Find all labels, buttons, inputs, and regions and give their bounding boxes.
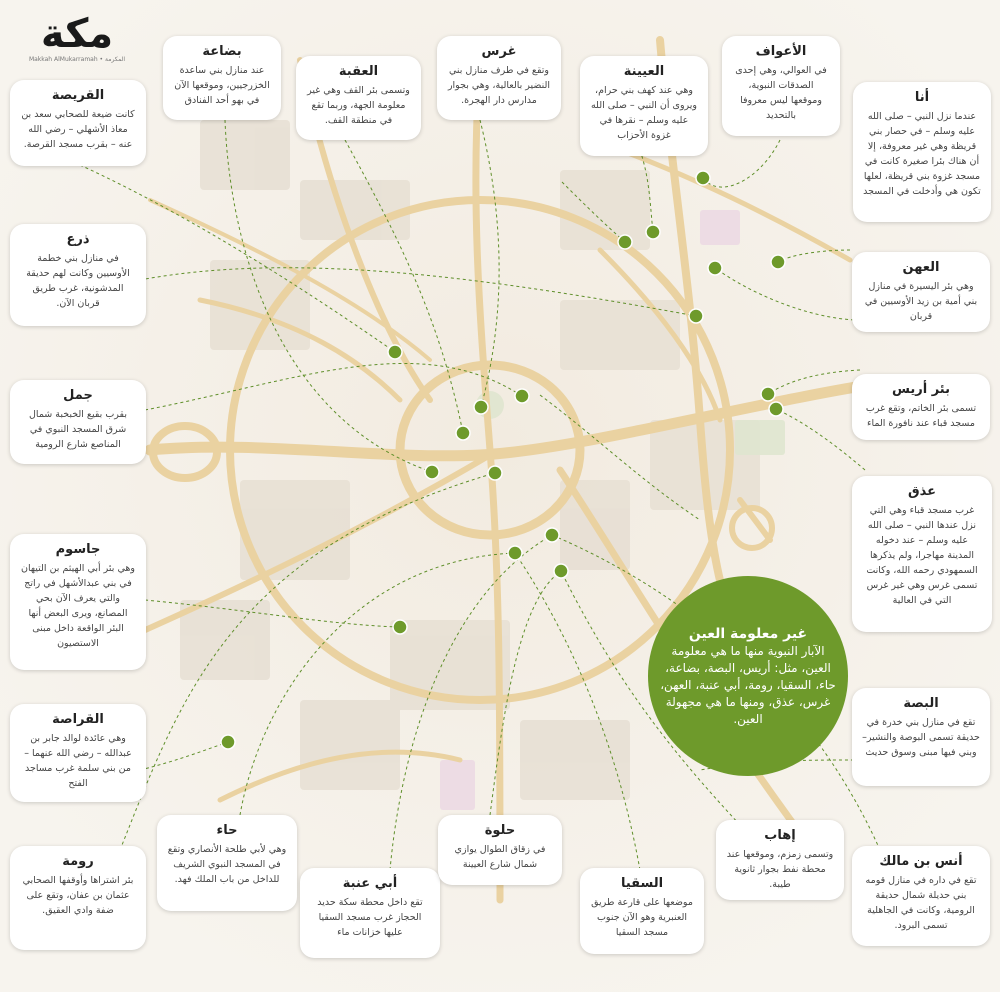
card-text: وهي بئر أبي الهيثم بن التيهان في بني عبدالأشهل في راتج والتي يعرف الآن بحي المصانع، ويرى البعض أنها البئر الواقعة داخل مبنى الاستصيون <box>21 563 135 649</box>
card-ruma <box>10 846 146 950</box>
card-ihab <box>716 820 844 900</box>
legend-title: غير معلومة العين <box>688 625 808 642</box>
card-qurays <box>10 80 146 166</box>
well-marker <box>393 620 407 634</box>
makkah-logo <box>22 12 132 72</box>
card-title: جمل <box>63 388 93 403</box>
card-text: غرب مسجد قباء وهي التي نزل عندها النبي – صلى الله عليه وسلم – عند دخوله المدينة مهاجرا، ولم يذكرها السمهودي رحمه الله، وكانت تسمى غرس وهي غير غرس التي في العالية <box>866 505 978 606</box>
card-abianaba <box>300 868 440 958</box>
card-title: القريصة <box>51 88 105 103</box>
card-title: العهن <box>902 260 940 275</box>
card-title: السقيا <box>620 876 664 891</box>
card-title: غرس <box>481 44 517 59</box>
card-title: حلوة <box>484 823 516 838</box>
card-text: وهي لأبي طلحة الأنصاري وتقع في المسجد النبوي الشريف للداخل من باب الملك فهد. <box>167 844 287 885</box>
card-adhq <box>852 476 992 632</box>
logo-mark: مكة <box>40 11 114 57</box>
card-title: العيينة <box>623 64 665 79</box>
card-aqaba <box>296 56 421 140</box>
card-title: إهاب <box>764 828 796 843</box>
card-title: القراصة <box>52 712 104 727</box>
card-text: وهي عائدة لوالد جابر بن عبدالله – رضي الله عنهما – من بني سلمة غرب مساجد الفتح <box>24 733 132 789</box>
well-marker <box>456 426 470 440</box>
card-qurasa <box>10 704 146 802</box>
well-marker <box>221 735 235 749</box>
well-marker <box>761 387 775 401</box>
card-title: ذرع <box>66 232 90 247</box>
well-marker <box>708 261 722 275</box>
card-text: موضعها على قارعة طريق العنبرية وهو الآن جنوب مسجد السقيا <box>591 897 693 938</box>
card-suqya <box>580 868 704 954</box>
card-text: عند منازل بني ساعدة الخزرجيين، وموقعها الآن في بهو أحد الفنادق <box>174 65 270 106</box>
card-text: كانت ضيعة للصحابي سعد بن معاذ الأشهلي – رضي الله عنه – بقرب مسجد القرصة. <box>21 109 135 150</box>
card-title: أنس بن مالك <box>879 854 963 869</box>
card-title: العقبة <box>338 64 379 79</box>
card-title: بئر أريس <box>892 382 950 397</box>
card-text: تقع داخل محطة سكة حديد الحجاز غرب مسجد السقيا عليها خزانات ماء <box>317 897 423 938</box>
card-text: في العوالي، وهي إحدى الصدقات النبوية، وموقعها ليس معروفا بالتحديد <box>735 65 827 121</box>
logo-subtitle: Makkah AlMukarramah • المكرمة <box>28 56 126 63</box>
well-marker <box>474 400 488 414</box>
card-text: تقع في منازل بني خدرة في حديقة تسمى البوصة والنشير–وبني فيها مبنى وسوق حديث <box>862 717 980 758</box>
well-marker <box>618 235 632 249</box>
well-marker <box>689 309 703 323</box>
card-hulwa <box>438 815 562 885</box>
card-text: وهي بئر اليسيرة في منازل بني أمية بن زيد الأوسيين في قربان <box>864 281 978 322</box>
well-marker <box>554 564 568 578</box>
card-title: أبي عنبة <box>342 876 398 891</box>
card-text: عندما نزل النبي – صلى الله عليه وسلم – في حصار بني قريظة وهي غير معروفة، إلا أن هناك بئرا صغيرة كانت في مسجد غزوة بني قريظة، لعلها تكون هي وأدخلت في المسجد <box>863 111 981 197</box>
card-title: الأعواف <box>755 44 807 59</box>
card-text: بئر اشتراها وأوقفها الصحابي عثمان بن عفان، وتقع على ضفة وادي العقيق. <box>22 875 134 916</box>
card-text: بقرب بقيع الخبخبة شمال شرق المسجد النبوي في المناصع شارع الرومية <box>29 409 127 450</box>
card-ihn <box>852 252 990 332</box>
card-title: بضاعة <box>202 44 242 59</box>
well-marker <box>425 465 439 479</box>
card-text: تسمى بئر الخاتم، وتقع غرب مسجد قباء عند نافورة الماء <box>865 403 977 429</box>
well-marker <box>488 466 502 480</box>
card-ana <box>853 82 991 222</box>
card-title: عذق <box>907 484 936 499</box>
well-marker <box>515 389 529 403</box>
card-budaa <box>163 36 281 120</box>
card-title: أنا <box>914 90 930 105</box>
card-text: وتسمى بئر القف وهي غير معلومة الجهة، وربما تقع في منطقة القف. <box>307 85 410 126</box>
card-jamal <box>10 380 146 464</box>
card-arees <box>852 374 990 440</box>
card-awaf <box>722 36 840 136</box>
card-title: رومة <box>62 854 94 869</box>
well-marker <box>508 546 522 560</box>
well-marker <box>646 225 660 239</box>
card-jasum <box>10 534 146 670</box>
card-uyayna <box>580 56 708 156</box>
card-title: حاء <box>216 823 238 838</box>
card-text: في منازل بني خطمة الأوسيين وكانت لهم حديقة المدشونية، غرب طريق قربان الآن. <box>26 253 130 309</box>
well-marker <box>769 402 783 416</box>
card-text: تقع في داره في منازل قومه بني حديلة شمال حديقة الرومية، وكانت في الجاهلية تسمى البرود. <box>865 875 977 931</box>
well-marker <box>696 171 710 185</box>
card-anas <box>852 846 990 946</box>
well-marker <box>388 345 402 359</box>
card-text: وتقع في طرف منازل بني النضير بالعالية، وهي بجوار مدارس دار الهجرة. <box>447 65 551 106</box>
legend-circle <box>648 576 848 776</box>
card-dhara <box>10 224 146 326</box>
card-text: وهي عند كهف بني حرام، ويروى أن النبي – صلى الله عليه وسلم – نقرها في غزوة الأحزاب <box>590 85 698 141</box>
card-text: في زقاق الطوال يوازي شمال شارع العيينة <box>454 844 546 870</box>
well-marker <box>545 528 559 542</box>
card-ghars <box>437 36 561 120</box>
card-text: وتسمى زمزم، وموقعها عند محطة نفط بجوار ثانوية طيبة. <box>726 849 834 890</box>
card-title: جاسوم <box>55 542 101 557</box>
well-marker <box>771 255 785 269</box>
card-busa <box>852 688 990 786</box>
card-haa <box>157 815 297 911</box>
legend-text: الآبار النبوية منها ما هي معلومة العين، مثل: أريس، البصة، بضاعة، حاء، السقيا، رومة، أبي عنبة، العهن، غرس، عذق، ومنها ما هي مجهولة العين. <box>660 643 836 726</box>
card-title: البصة <box>903 696 939 711</box>
